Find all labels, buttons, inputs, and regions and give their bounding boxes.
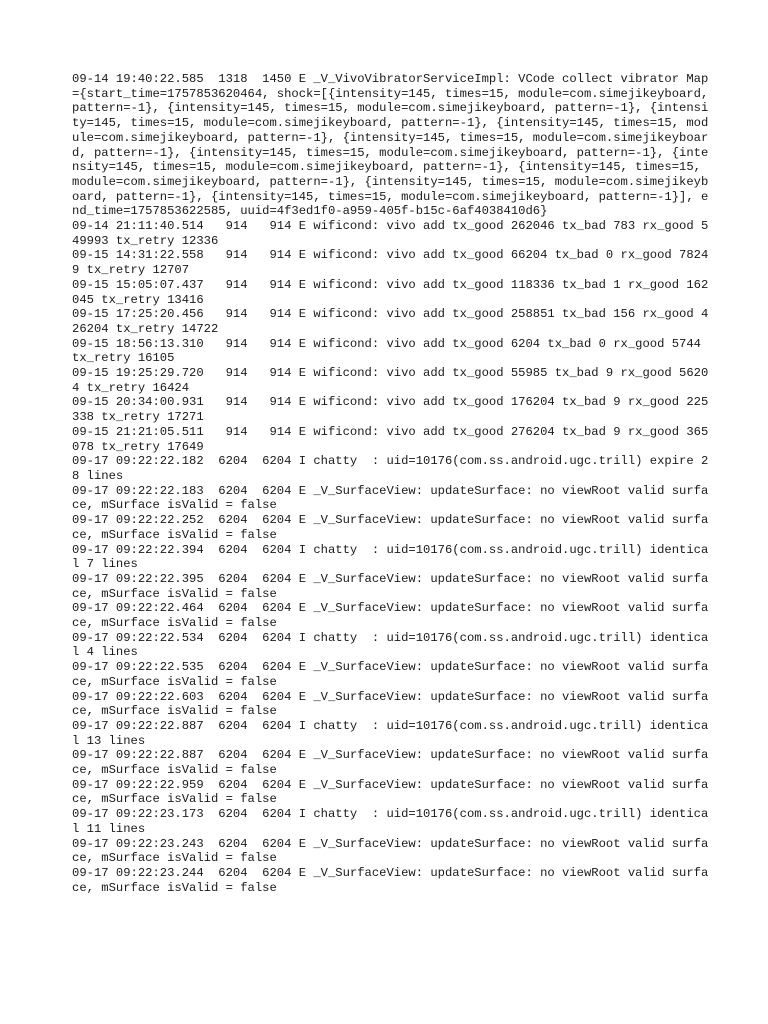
log-entry-surfaceview: 09-17 09:22:22.887 6204 6204 E _V_SurfaceView: updateSurface: no viewRoot valid surface, mSurface isValid = false (72, 748, 709, 778)
log-entry-surfaceview: 09-17 09:22:23.244 6204 6204 E _V_SurfaceView: updateSurface: no viewRoot valid surface, mSurface isValid = false (72, 865, 709, 895)
log-entry-surfaceview: 09-17 09:22:23.243 6204 6204 E _V_SurfaceView: updateSurface: no viewRoot valid surface, mSurface isValid = false (72, 836, 709, 866)
log-entry-chatty: 09-17 09:22:23.173 6204 6204 I chatty : uid=10176(com.ss.android.ugc.trill) identical 11 lines (72, 807, 709, 836)
log-entry-chatty: 09-17 09:22:22.182 6204 6204 I chatty : uid=10176(com.ss.android.ugc.trill) expire 28 lines (72, 454, 709, 483)
log-entry-wificond: 09-15 18:56:13.310 914 914 E wificond: vivo add tx_good 6204 tx_bad 0 rx_good 5744 tx_retry 16105 (72, 336, 709, 366)
log-entry-wificond: 09-14 21:11:40.514 914 914 E wificond: vivo add tx_good 262046 tx_bad 783 rx_good 549993 tx_retry 12336 (72, 219, 709, 248)
log-entry-surfaceview: 09-17 09:22:22.252 6204 6204 E _V_SurfaceView: updateSurface: no viewRoot valid surface, mSurface isValid = false (72, 513, 709, 542)
log-entry-wificond: 09-15 17:25:20.456 914 914 E wificond: vivo add tx_good 258851 tx_bad 156 rx_good 426204 tx_retry 14722 (72, 307, 709, 336)
log-document (72, 72, 716, 895)
log-entry-vibrator: 09-14 19:40:22.585 1318 1450 E _V_VivoVibratorServiceImpl: VCode collect vibrator Map={start_time=1757853620464, shock=[{intensity=145, times=15, module=com.simejikeyboard, pattern=-1}, {intensity=145, times=15, module=com.simejikeyboard, pattern=-1}, {intensity=145, times=15, module=com.simejikeyboard, pattern=-1}, {intensity=145, times=15, module=com.simejikeyboard, pattern=-1}, {intensity=145, times=15, module=com.simejikeyboard, pattern=-1}, {intensity=145, times=15, module=com.simejikeyboard, pattern=-1}, {intensity=145, times=15, module=com.simejikeyboard, pattern=-1}, {intensity=145, times=15, module=com.simejikeyboard, pattern=-1}, {intensity=145, times=15, module=com.simejikeyboard, pattern=-1}, {intensity=145, times=15, module=com.simejikeyboard, pattern=-1}], end_time=1757853622585, uuid=4f3ed1f0-a959-405f-b15c-6af4038410d6} (72, 72, 716, 219)
log-entry-chatty: 09-17 09:22:22.394 6204 6204 I chatty : uid=10176(com.ss.android.ugc.trill) identical 7 lines (72, 542, 709, 572)
log-entry-chatty: 09-17 09:22:22.534 6204 6204 I chatty : uid=10176(com.ss.android.ugc.trill) identical 4 lines (72, 630, 709, 660)
log-entry-surfaceview: 09-17 09:22:22.183 6204 6204 E _V_SurfaceView: updateSurface: no viewRoot valid surface, mSurface isValid = false (72, 483, 709, 513)
log-entry-wificond: 09-15 20:34:00.931 914 914 E wificond: vivo add tx_good 176204 tx_bad 9 rx_good 225338 tx_retry 17271 (72, 395, 709, 425)
log-entry-wificond: 09-15 14:31:22.558 914 914 E wificond: vivo add tx_good 66204 tx_bad 0 rx_good 78249 tx_retry 12707 (72, 248, 709, 278)
log-entry-wificond: 09-15 19:25:29.720 914 914 E wificond: vivo add tx_good 55985 tx_bad 9 rx_good 56204 tx_retry 16424 (72, 366, 709, 395)
log-entry-wificond: 09-15 21:21:05.511 914 914 E wificond: vivo add tx_good 276204 tx_bad 9 rx_good 365078 tx_retry 17649 (72, 424, 709, 454)
log-entry-surfaceview: 09-17 09:22:22.535 6204 6204 E _V_SurfaceView: updateSurface: no viewRoot valid surface, mSurface isValid = false (72, 660, 709, 689)
log-entry-surfaceview: 09-17 09:22:22.464 6204 6204 E _V_SurfaceView: updateSurface: no viewRoot valid surface, mSurface isValid = false (72, 601, 709, 631)
log-entry-surfaceview: 09-17 09:22:22.395 6204 6204 E _V_SurfaceView: updateSurface: no viewRoot valid surface, mSurface isValid = false (72, 571, 709, 601)
log-entry-surfaceview: 09-17 09:22:22.959 6204 6204 E _V_SurfaceView: updateSurface: no viewRoot valid surface, mSurface isValid = false (72, 777, 709, 807)
log-entry-surfaceview: 09-17 09:22:22.603 6204 6204 E _V_SurfaceView: updateSurface: no viewRoot valid surface, mSurface isValid = false (72, 689, 709, 719)
log-entry-chatty: 09-17 09:22:22.887 6204 6204 I chatty : uid=10176(com.ss.android.ugc.trill) identical 13 lines (72, 718, 709, 748)
log-entry-wificond: 09-15 15:05:07.437 914 914 E wificond: vivo add tx_good 118336 tx_bad 1 rx_good 162045 tx_retry 13416 (72, 277, 709, 307)
